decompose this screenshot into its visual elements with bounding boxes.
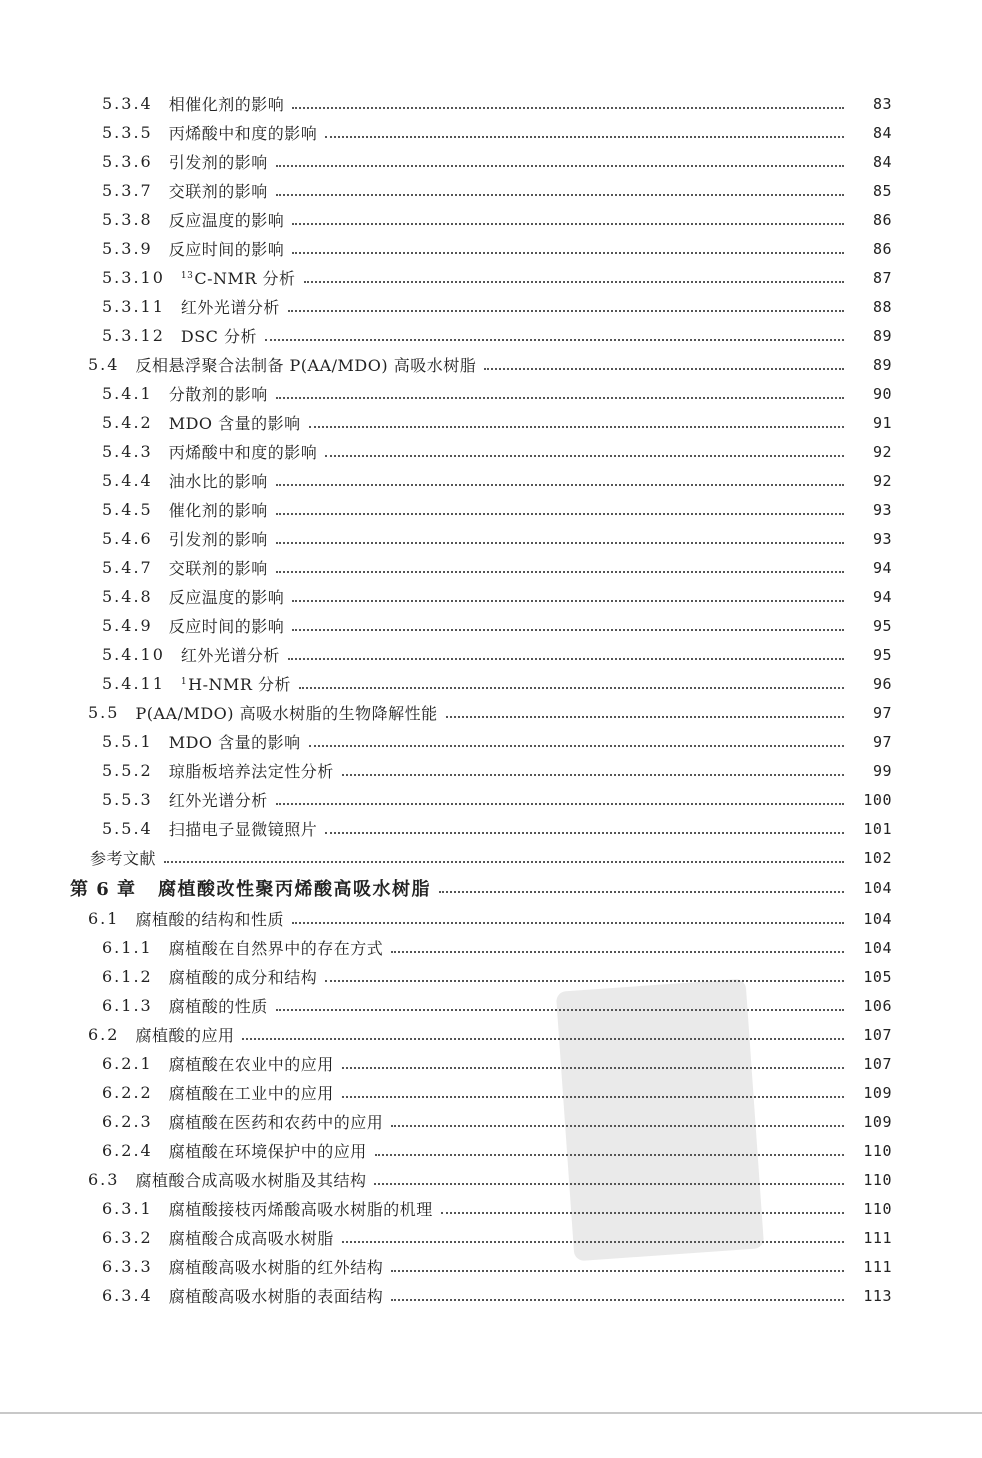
page-number: 110: [863, 1170, 892, 1189]
section-title-text: C-NMR 分析: [194, 269, 296, 288]
page-number: 84: [872, 152, 892, 171]
toc-entry: [0, 1281, 982, 1310]
section-number: 5.3.7: [102, 181, 153, 200]
section-title: P(AA/MDO) 高吸水树脂的生物降解性能: [135, 704, 438, 723]
dot-leader: [375, 1152, 844, 1156]
superscript: 1: [180, 677, 188, 687]
dot-leader: [276, 801, 844, 805]
section-number: 6.3: [88, 1170, 120, 1189]
section-number: 5.3.5: [102, 123, 153, 142]
section-number: 5.5: [88, 703, 120, 722]
toc-entry: [0, 321, 982, 350]
toc-entry: [0, 495, 982, 524]
toc-entry: [0, 205, 982, 234]
page-number: 99: [872, 761, 892, 780]
section-number: 5.3.8: [102, 210, 153, 229]
section-title: 扫描电子显微镜照片: [168, 820, 318, 839]
toc-entry: [0, 176, 982, 205]
section-title: 反应温度的影响: [168, 588, 285, 607]
section-number: 5.3.4: [102, 94, 153, 113]
section-number: 5.4: [88, 355, 120, 374]
section-title: 腐植酸在环境保护中的应用: [168, 1142, 367, 1161]
section-number: 5.4.9: [102, 616, 153, 635]
toc-entry: [0, 1194, 982, 1223]
section-number: 6.3.4: [102, 1286, 153, 1305]
page-number: 111: [863, 1257, 892, 1276]
toc-entry: [0, 756, 982, 785]
section-title: 交联剂的影响: [168, 182, 268, 201]
page-number: 107: [863, 1025, 892, 1044]
toc-entry: [0, 814, 982, 843]
dot-leader: [288, 656, 844, 660]
dot-leader: [309, 743, 844, 747]
dot-leader: [309, 424, 844, 428]
section-title: 分散剂的影响: [168, 385, 268, 404]
dot-leader: [391, 1297, 844, 1301]
toc-entry: [0, 1165, 982, 1194]
page-number: 92: [872, 442, 892, 461]
section-title: 丙烯酸中和度的影响: [168, 443, 318, 462]
dot-leader: [164, 859, 844, 863]
page-number: 93: [872, 529, 892, 548]
section-title: 反应时间的影响: [168, 617, 285, 636]
section-title: 腐植酸的应用: [135, 1026, 235, 1045]
page-number: 104: [863, 909, 892, 928]
dot-leader: [242, 1036, 844, 1040]
section-number: 5.4.5: [102, 500, 153, 519]
section-number: 6.1.1: [102, 938, 153, 957]
dot-leader: [446, 714, 844, 718]
dot-leader: [276, 511, 844, 515]
toc-entry: [0, 292, 982, 321]
dot-leader: [292, 221, 844, 225]
section-title: 腐植酸的成分和结构: [168, 968, 318, 987]
toc-entry: [0, 1223, 982, 1252]
section-number: 5.3.9: [102, 239, 153, 258]
section-title: [181, 672, 291, 695]
dot-leader: [276, 1007, 844, 1011]
section-title: MDO 含量的影响: [168, 414, 301, 433]
page-number: 96: [872, 674, 892, 693]
section-number: 6.3.2: [102, 1228, 153, 1247]
toc-entry: [0, 962, 982, 991]
page-number: 100: [863, 790, 892, 809]
section-number: 5.4.3: [102, 442, 153, 461]
section-title: 腐植酸在医药和农药中的应用: [168, 1113, 384, 1132]
section-title: 红外光谱分析: [180, 298, 280, 317]
dot-leader: [325, 830, 844, 834]
toc-entry: [0, 727, 982, 756]
toc-entry: [0, 698, 982, 727]
toc-entry: [0, 408, 982, 437]
page-number: 91: [872, 413, 892, 432]
section-number: 5.4.6: [102, 529, 153, 548]
page-number: 110: [863, 1199, 892, 1218]
dot-leader: [265, 337, 844, 341]
toc-entry: [0, 1049, 982, 1078]
section-title: 催化剂的影响: [168, 501, 268, 520]
section-number: 6.2.4: [102, 1141, 153, 1160]
page-number: 104: [863, 879, 892, 897]
toc-entry: [0, 437, 982, 466]
dot-leader: [292, 105, 844, 109]
page-number: 97: [872, 703, 892, 722]
page-number: 90: [872, 384, 892, 403]
dot-leader: [276, 192, 844, 196]
toc-entry: [0, 843, 982, 872]
toc-entry: [0, 1136, 982, 1165]
dot-leader: [441, 1210, 844, 1214]
toc-entry: [0, 611, 982, 640]
section-title: [181, 266, 296, 289]
dot-leader: [374, 1181, 844, 1185]
dot-leader: [342, 1065, 844, 1069]
dot-leader: [292, 250, 844, 254]
section-title: 引发剂的影响: [168, 530, 268, 549]
page-number: 95: [872, 616, 892, 635]
toc-entry: [0, 553, 982, 582]
section-number: 5.5.2: [102, 761, 153, 780]
section-title: 腐植酸改性聚丙烯酸高吸水树脂: [158, 879, 432, 900]
dot-leader: [325, 453, 844, 457]
dot-leader: [325, 978, 844, 982]
superscript: 13: [180, 271, 194, 281]
page-number: 89: [872, 355, 892, 374]
page-number: 86: [872, 210, 892, 229]
dot-leader: [304, 279, 844, 283]
page-number: 113: [863, 1286, 892, 1305]
section-number: 6.2.3: [102, 1112, 153, 1131]
toc-entry: [0, 147, 982, 176]
toc-entry: [0, 669, 982, 698]
dot-leader: [439, 889, 844, 893]
section-number: 6.1: [88, 909, 120, 928]
section-title: 腐植酸高吸水树脂的表面结构: [168, 1287, 384, 1306]
section-title: 腐植酸在农业中的应用: [168, 1055, 334, 1074]
section-title: 引发剂的影响: [168, 153, 268, 172]
section-title: 交联剂的影响: [168, 559, 268, 578]
section-number: 6.2.1: [102, 1054, 153, 1073]
dot-leader: [276, 540, 844, 544]
dot-leader: [292, 598, 844, 602]
section-title-text: H-NMR 分析: [188, 675, 292, 694]
page-number: 87: [872, 268, 892, 287]
page-number: 93: [872, 500, 892, 519]
section-title: 油水比的影响: [168, 472, 268, 491]
section-title: 反应温度的影响: [168, 211, 285, 230]
section-number: 5.5.3: [102, 790, 153, 809]
toc-entry: [0, 379, 982, 408]
page-number: 95: [872, 645, 892, 664]
toc-entry: [0, 350, 982, 379]
section-title: 腐植酸接枝丙烯酸高吸水树脂的机理: [168, 1200, 433, 1219]
section-number: 5.4.11: [102, 674, 165, 693]
dot-leader: [342, 1239, 844, 1243]
page-number: 111: [863, 1228, 892, 1247]
toc-entry: [0, 582, 982, 611]
toc-entry: [0, 234, 982, 263]
dot-leader: [276, 482, 844, 486]
section-title: 反相悬浮聚合法制备 P(AA/MDO) 高吸水树脂: [135, 356, 477, 375]
section-number: 5.4.8: [102, 587, 153, 606]
toc-entry: [0, 904, 982, 933]
table-of-contents: [0, 89, 982, 1310]
section-number: 5.3.10: [102, 268, 165, 287]
section-number: 5.5.4: [102, 819, 153, 838]
dot-leader: [276, 395, 844, 399]
section-number: 6.3.1: [102, 1199, 153, 1218]
page-number: 110: [863, 1141, 892, 1160]
section-title: 丙烯酸中和度的影响: [168, 124, 318, 143]
section-title: 红外光谱分析: [168, 791, 268, 810]
section-title: 反应时间的影响: [168, 240, 285, 259]
toc-entry: [0, 89, 982, 118]
page-number: 88: [872, 297, 892, 316]
page-number: 84: [872, 123, 892, 142]
section-title: 腐植酸高吸水树脂的红外结构: [168, 1258, 384, 1277]
section-number: 5.4.1: [102, 384, 153, 403]
section-title: 腐植酸的性质: [168, 997, 268, 1016]
page-number: 104: [863, 938, 892, 957]
section-title: 腐植酸合成高吸水树脂及其结构: [135, 1171, 367, 1190]
section-title: 琼脂板培养法定性分析: [168, 762, 334, 781]
section-title: 相催化剂的影响: [168, 95, 285, 114]
section-number: 6.3.3: [102, 1257, 153, 1276]
dot-leader: [299, 685, 844, 689]
page-number: 94: [872, 587, 892, 606]
section-number: 5.5.1: [102, 732, 153, 751]
dot-leader: [292, 920, 844, 924]
dot-leader: [391, 1268, 844, 1272]
page-number: 86: [872, 239, 892, 258]
dot-leader: [391, 1123, 844, 1127]
section-number: 5.4.2: [102, 413, 153, 432]
page-number: 85: [872, 181, 892, 200]
toc-entry: [0, 118, 982, 147]
toc-entry: [0, 1107, 982, 1136]
section-number: 5.3.12: [102, 326, 165, 345]
section-number: 5.4.7: [102, 558, 153, 577]
page-number: 83: [872, 94, 892, 113]
page-number: 106: [863, 996, 892, 1015]
section-title: 参考文献: [90, 849, 157, 868]
dot-leader: [276, 569, 844, 573]
section-number: 6.1.2: [102, 967, 153, 986]
page-number: 94: [872, 558, 892, 577]
toc-entry: [0, 1252, 982, 1281]
page-number: 105: [863, 967, 892, 986]
section-number: 6.2: [88, 1025, 120, 1044]
section-title: 腐植酸合成高吸水树脂: [168, 1229, 334, 1248]
section-title: MDO 含量的影响: [168, 733, 301, 752]
page-number: 101: [863, 819, 892, 838]
section-title: 腐植酸在工业中的应用: [168, 1084, 334, 1103]
section-number: 5.3.6: [102, 152, 153, 171]
section-title: 腐植酸的结构和性质: [135, 910, 284, 929]
page-number: 92: [872, 471, 892, 490]
section-title: 腐植酸在自然界中的存在方式: [168, 939, 384, 958]
dot-leader: [276, 163, 844, 167]
page-number: 97: [872, 732, 892, 751]
section-number: 5.3.11: [102, 297, 165, 316]
toc-entry: [0, 785, 982, 814]
toc-entry: [0, 1020, 982, 1049]
section-number: 5.4.4: [102, 471, 153, 490]
page-edge-line: [0, 1412, 982, 1414]
dot-leader: [288, 308, 844, 312]
toc-entry: [0, 466, 982, 495]
section-number: 6.1.3: [102, 996, 153, 1015]
page-number: 109: [863, 1083, 892, 1102]
toc-entry: [0, 524, 982, 553]
section-number: 第 6 章: [70, 879, 137, 900]
section-number: 5.4.10: [102, 645, 165, 664]
dot-leader: [391, 949, 844, 953]
dot-leader: [484, 366, 844, 370]
toc-entry: [0, 991, 982, 1020]
page-number: 89: [872, 326, 892, 345]
toc-entry: [0, 263, 982, 292]
dot-leader: [325, 134, 844, 138]
page-number: 107: [863, 1054, 892, 1073]
toc-entry: [0, 640, 982, 669]
section-number: 6.2.2: [102, 1083, 153, 1102]
toc-entry: [0, 1078, 982, 1107]
toc-entry: [0, 933, 982, 962]
dot-leader: [342, 772, 844, 776]
dot-leader: [342, 1094, 844, 1098]
dot-leader: [292, 627, 844, 631]
section-title: DSC 分析: [180, 327, 258, 346]
section-title: 红外光谱分析: [180, 646, 280, 665]
page-number: 102: [863, 848, 892, 867]
page-number: 109: [863, 1112, 892, 1131]
toc-entry: [0, 872, 982, 904]
